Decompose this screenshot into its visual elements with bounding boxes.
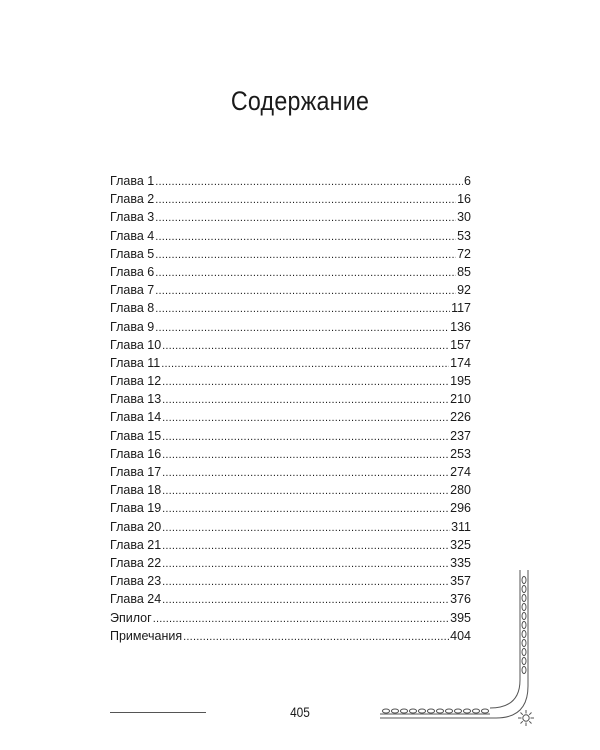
- toc-leader-dots: [155, 319, 449, 337]
- toc-entry-page: 53: [457, 228, 471, 243]
- toc-entry: [110, 390, 471, 408]
- toc-entry-label: Глава 22: [110, 555, 162, 570]
- toc-entry: [110, 172, 471, 190]
- corner-chain-ornament-icon: [378, 568, 548, 732]
- toc-leader-dots: [155, 173, 463, 191]
- toc-leader-dots: [162, 409, 449, 427]
- toc-leader-dots: [162, 446, 449, 464]
- toc-entry-label: Глава 1: [110, 174, 155, 188]
- toc-entry: [110, 445, 471, 463]
- toc-entry: [110, 481, 471, 499]
- toc-leader-dots: [155, 228, 456, 246]
- toc-entry-label: Глава 2: [110, 192, 155, 207]
- toc-entry-label: Глава 13: [110, 392, 162, 407]
- toc-entry-label: Глава 12: [110, 374, 162, 389]
- toc-leader-dots: [162, 337, 449, 355]
- toc-leader-dots: [162, 373, 449, 391]
- toc-entry: [110, 408, 471, 426]
- page-title: Содержание: [230, 86, 370, 116]
- toc-entry-label: Глава 20: [110, 519, 162, 534]
- toc-entry-label: Глава 9: [110, 319, 155, 334]
- toc-entry-label: Глава 19: [110, 501, 162, 516]
- toc-entry-page: 117: [451, 301, 471, 316]
- toc-leader-dots: [162, 537, 449, 555]
- toc-entry-page: 280: [450, 483, 471, 498]
- toc-leader-dots: [155, 209, 456, 227]
- toc-entry-label: Глава 7: [110, 283, 155, 298]
- toc-entry: [110, 281, 471, 299]
- toc-entry-page: 92: [457, 283, 471, 298]
- toc-entry: [110, 463, 471, 481]
- toc-entry-page: 335: [450, 555, 471, 570]
- toc-leader-dots: [155, 191, 456, 209]
- toc-leader-dots: [155, 246, 456, 264]
- toc-entry-page: 30: [457, 210, 471, 225]
- toc-entry-label: Глава 18: [110, 483, 162, 498]
- toc-entry: [110, 190, 471, 208]
- toc-entry: [110, 336, 471, 354]
- toc-entry-label: Глава 5: [110, 246, 155, 261]
- toc-entry-page: 157: [450, 337, 471, 352]
- toc-entry: [110, 499, 471, 517]
- toc-entry-label: Глава 21: [110, 537, 162, 552]
- toc-entry-label: Глава 11: [110, 355, 161, 370]
- toc-leader-dots: [155, 264, 456, 282]
- toc-entry: [110, 318, 471, 336]
- toc-entry-page: 226: [450, 410, 471, 425]
- toc-leader-dots: [162, 519, 450, 537]
- toc-entry-label: Глава 3: [110, 210, 155, 225]
- toc-entry: [110, 227, 471, 245]
- toc-entry-page: 357: [450, 574, 471, 589]
- toc-entry-page: 6: [464, 174, 471, 188]
- toc-entry: [110, 536, 471, 554]
- toc-leader-dots: [162, 482, 449, 500]
- toc-entry: [110, 354, 471, 372]
- toc-entry: [110, 427, 471, 445]
- toc-entry-label: Глава 6: [110, 264, 155, 279]
- toc-leader-dots: [155, 282, 456, 300]
- toc-leader-dots: [162, 391, 449, 409]
- toc-leader-dots: [161, 355, 449, 373]
- toc-entry-page: 296: [450, 501, 471, 516]
- toc-entry: [110, 245, 471, 263]
- toc-entry-page: 85: [457, 264, 471, 279]
- toc-entry-label: Глава 10: [110, 337, 162, 352]
- toc-entry-page: 274: [450, 465, 471, 479]
- toc-entry-page: 253: [450, 446, 471, 461]
- toc-entry-page: 404: [450, 628, 471, 643]
- toc-entry-label: Глава 23: [110, 574, 162, 589]
- toc-entry: [110, 372, 471, 390]
- toc-leader-dots: [155, 300, 450, 318]
- toc-entry-label: Глава 15: [110, 428, 162, 443]
- toc-entry-label: Эпилог: [110, 610, 152, 625]
- toc-entry-page: 311: [451, 519, 471, 534]
- toc-entry: [110, 518, 471, 536]
- toc-entry-label: Примечания: [110, 628, 183, 643]
- toc-entry-page: 16: [457, 192, 471, 207]
- toc-entry-page: 136: [450, 319, 471, 334]
- toc-entry-page: 325: [450, 537, 471, 552]
- toc-leader-dots: [162, 500, 449, 518]
- toc-entry-label: Глава 14: [110, 410, 162, 425]
- toc-entry: [110, 263, 471, 281]
- toc-entry-label: Глава 24: [110, 592, 162, 607]
- toc-entry-label: Глава 8: [110, 301, 155, 316]
- toc-entry-page: 395: [450, 610, 471, 625]
- toc-entry: [110, 299, 471, 317]
- toc-entry-label: Глава 4: [110, 228, 155, 243]
- toc-entry-page: 376: [450, 592, 471, 607]
- toc-entry-page: 174: [450, 355, 471, 370]
- toc-entry-page: 195: [450, 374, 471, 389]
- toc-entry-page: 237: [450, 428, 471, 443]
- toc-leader-dots: [162, 464, 449, 482]
- page-number: 405: [290, 704, 310, 720]
- toc-entry: [110, 208, 471, 226]
- toc-entry-page: 72: [457, 246, 471, 261]
- toc-entry-label: Глава 16: [110, 446, 162, 461]
- toc-entry-page: 210: [450, 392, 471, 407]
- toc-leader-dots: [162, 428, 449, 446]
- toc-entry-label: Глава 17: [110, 465, 162, 479]
